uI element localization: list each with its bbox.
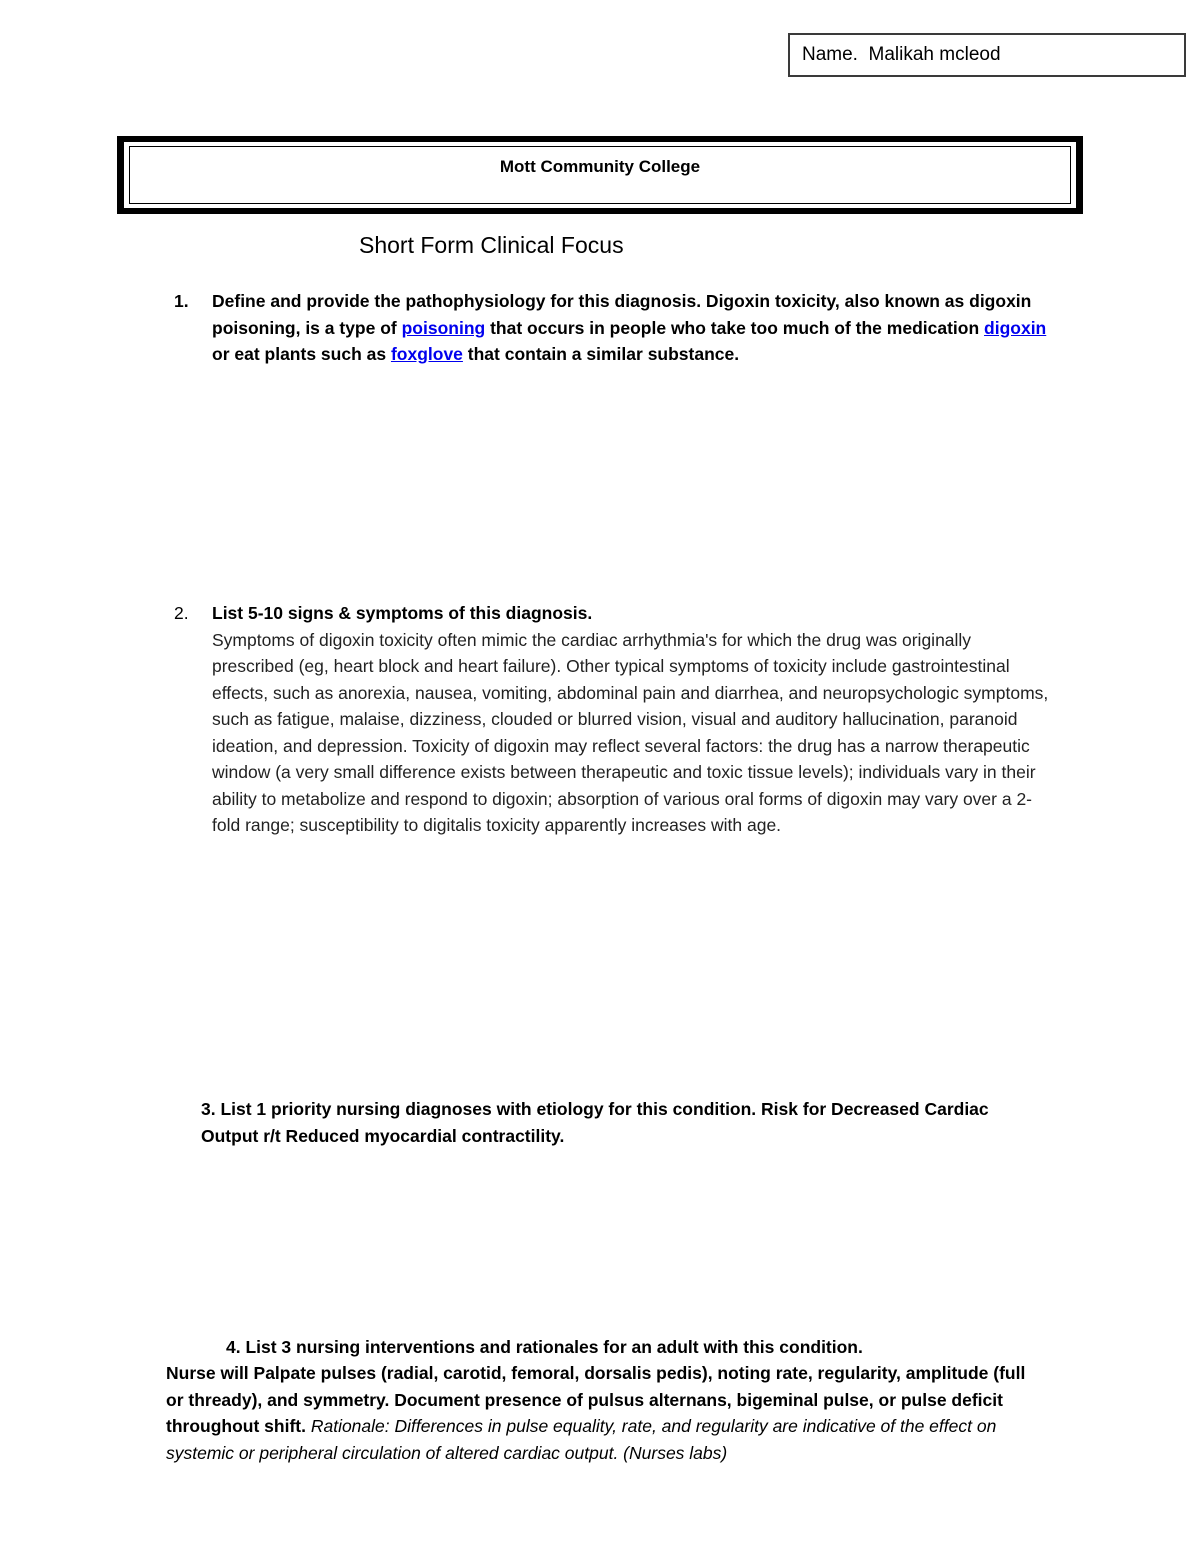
question-4-intervention: Nurse will Palpate pulses (radial, carotid, femoral, dorsalis pedis), noting rate, regularity, amplitude (full or thready), and symmetry. Document presence of pulsus alternans, bigeminal pulse, or pulse deficit throughout shift. bbox=[166, 1363, 1026, 1436]
question-1-text-c: or eat plants such as bbox=[212, 344, 391, 364]
question-1 bbox=[174, 288, 1052, 368]
question-1-text-b: that occurs in people who take too much of the medication bbox=[485, 317, 985, 338]
question-4 bbox=[166, 1360, 1046, 1466]
name-field: Name. Malikah mcleod bbox=[788, 33, 1186, 77]
question-4-heading: 4. List 3 nursing interventions and rationales for an adult with this condition. bbox=[226, 1337, 863, 1357]
college-banner bbox=[117, 136, 1083, 214]
poisoning-link[interactable]: poisoning bbox=[401, 317, 486, 338]
question-2-number: 2. bbox=[174, 603, 189, 623]
question-1-number: 1. bbox=[174, 291, 189, 311]
digoxin-link[interactable]: digoxin bbox=[984, 317, 1047, 338]
question-2 bbox=[174, 600, 1052, 839]
question-2-heading: List 5-10 signs & symptoms of this diagnosis. bbox=[212, 603, 593, 623]
question-2-answer: Symptoms of digoxin toxicity often mimic the cardiac arrhythmia's for which the drug was originally prescribed (eg, heart block and heart failure). Other typical symptoms of toxicity include gastrointestinal effects, such as anorexia, nausea, vomiting, abdominal pain and diarrhea, and neuropsychologic symptoms, such as fatigue, malaise, dizziness, clouded or blurred vision, visual and auditory hallucination, paranoid ideation, and depression. Toxicity of digoxin may reflect several factors: the drug has a narrow therapeutic window (a very small difference exists between therapeutic and toxic tissue levels); individuals vary in their ability to metabolize and respond to digoxin; absorption of various oral forms of digoxin may vary over a 2-fold range; susceptibility to digitalis toxicity apparently increases with age. bbox=[212, 629, 1049, 835]
college-name: Mott Community College bbox=[499, 157, 701, 176]
form-title: Short Form Clinical Focus bbox=[359, 232, 624, 258]
question-4-rationale: Rationale: Differences in pulse equality, rate, and regularity are indicative of the effect on systemic or peripheral circulation of altered cardiac output. (Nurses labs) bbox=[166, 1416, 997, 1463]
question-3: 3. List 1 priority nursing diagnoses with etiology for this condition. Risk for Decreased Cardiac Output r/t Reduced myocardial contractility. bbox=[201, 1099, 989, 1146]
question-1-text-a: Define and provide the pathophysiology for this diagnosis. Digoxin toxicity, also known as digoxin poisoning, is a type of bbox=[212, 291, 1032, 338]
question-1-text-d: that contain a similar substance. bbox=[462, 344, 740, 364]
foxglove-link[interactable]: foxglove bbox=[390, 344, 463, 364]
